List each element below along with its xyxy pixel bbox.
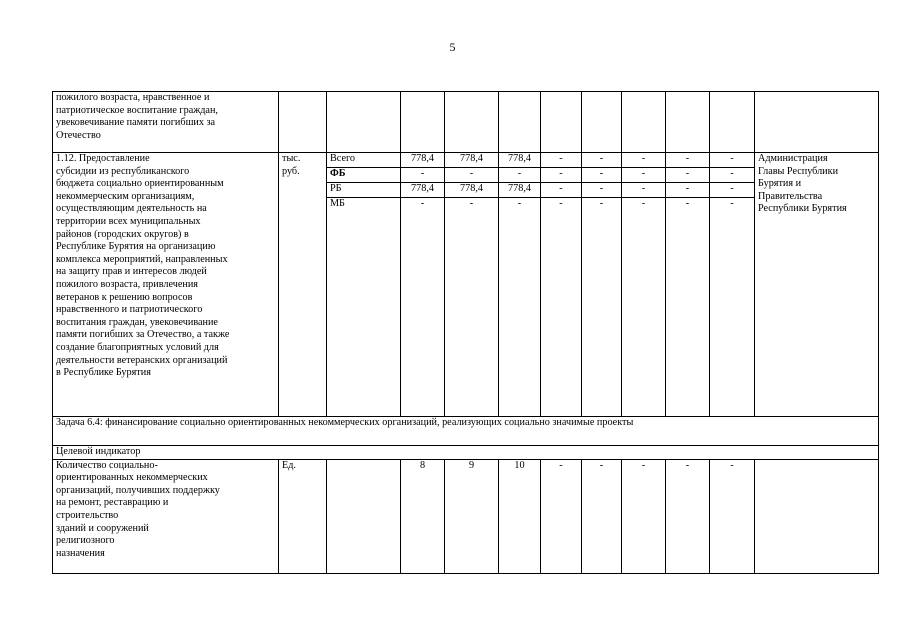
indicator-description: Количество социально- ориентированных некоммерческих организаций, получивших поддержку на ремонт, реставрацию и строительство зданий и сооружений религиозного назначения xyxy=(53,459,279,573)
empty-cell xyxy=(327,92,401,153)
empty-cell xyxy=(327,459,401,573)
value-cell: - xyxy=(622,168,666,183)
table-row xyxy=(53,459,879,573)
value-cell: - xyxy=(499,168,541,183)
value-cell: - xyxy=(666,198,710,417)
value-cell: - xyxy=(622,198,666,417)
value-cell: 8 xyxy=(401,459,445,573)
value-cell: - xyxy=(582,198,622,417)
value-cell: - xyxy=(541,459,582,573)
value-cell: - xyxy=(541,183,582,198)
empty-cell xyxy=(710,92,755,153)
value-cell: - xyxy=(622,153,666,168)
funding-source: МБ xyxy=(327,198,401,417)
value-cell: - xyxy=(666,459,710,573)
funding-source: РБ xyxy=(327,183,401,198)
value-cell: - xyxy=(622,459,666,573)
value-cell: - xyxy=(445,198,499,417)
value-cell: - xyxy=(401,198,445,417)
empty-cell xyxy=(755,459,879,573)
value-cell: - xyxy=(666,153,710,168)
value-cell: 10 xyxy=(499,459,541,573)
measure-description: 1.12. Предоставление субсидии из республиканского бюджета социально ориентированным некоммерческим организациям, осуществляющим деятельность на территории всех муниципальных районов (городских округов) в Республике Бурятия на организацию комплекса мероприятий, направленных на защиту прав и интересов людей пожилого возраста, привлечения ветеранов к решению вопросов нравственного и патриотического воспитания граждан, увековечивание памяти погибших за Отечество, а также создание благоприятных условий для деятельности ветеранских организаций в Республике Бурятия xyxy=(53,153,279,417)
value-cell: - xyxy=(445,168,499,183)
value-cell: - xyxy=(622,183,666,198)
value-cell: - xyxy=(710,459,755,573)
value-cell: - xyxy=(666,183,710,198)
measure-description: пожилого возраста, нравственное и патриотическое воспитание граждан, увековечивание памяти погибших за Отечество xyxy=(53,92,279,153)
funding-source: Всего xyxy=(327,153,401,168)
value-cell: - xyxy=(541,153,582,168)
empty-cell xyxy=(622,92,666,153)
value-cell: - xyxy=(582,168,622,183)
empty-cell xyxy=(499,92,541,153)
page-number: 5 xyxy=(449,40,456,54)
value-cell: 778,4 xyxy=(445,183,499,198)
value-cell: - xyxy=(582,459,622,573)
task-heading: Задача 6.4: финансирование социально ориентированных некоммерческих организаций, реализующих социально значимые проекты xyxy=(53,417,879,446)
value-cell: - xyxy=(710,183,755,198)
table-row xyxy=(53,417,879,446)
table-row xyxy=(53,153,879,168)
value-cell: 778,4 xyxy=(401,153,445,168)
empty-cell xyxy=(541,92,582,153)
table-row xyxy=(53,92,879,153)
unit-cell: тыс. руб. xyxy=(279,153,327,417)
funding-source: ФБ xyxy=(327,168,401,183)
empty-cell xyxy=(279,92,327,153)
executor-cell: Администрация Главы Республики Бурятия и Правительства Республики Бурятия xyxy=(755,153,879,417)
value-cell: 778,4 xyxy=(499,153,541,168)
table-row xyxy=(53,446,879,460)
value-cell: 778,4 xyxy=(401,183,445,198)
value-cell: - xyxy=(582,183,622,198)
program-table xyxy=(52,91,879,574)
value-cell: - xyxy=(541,168,582,183)
value-cell: - xyxy=(710,198,755,417)
value-cell: - xyxy=(499,198,541,417)
value-cell: - xyxy=(401,168,445,183)
value-cell: - xyxy=(541,198,582,417)
unit-cell: Ед. xyxy=(279,459,327,573)
value-cell: 778,4 xyxy=(499,183,541,198)
indicator-heading: Целевой индикатор xyxy=(53,446,879,460)
empty-cell xyxy=(582,92,622,153)
empty-cell xyxy=(445,92,499,153)
value-cell: - xyxy=(710,168,755,183)
empty-cell xyxy=(666,92,710,153)
value-cell: - xyxy=(666,168,710,183)
value-cell: - xyxy=(710,153,755,168)
empty-cell xyxy=(401,92,445,153)
value-cell: - xyxy=(582,153,622,168)
empty-cell xyxy=(755,92,879,153)
value-cell: 9 xyxy=(445,459,499,573)
value-cell: 778,4 xyxy=(445,153,499,168)
